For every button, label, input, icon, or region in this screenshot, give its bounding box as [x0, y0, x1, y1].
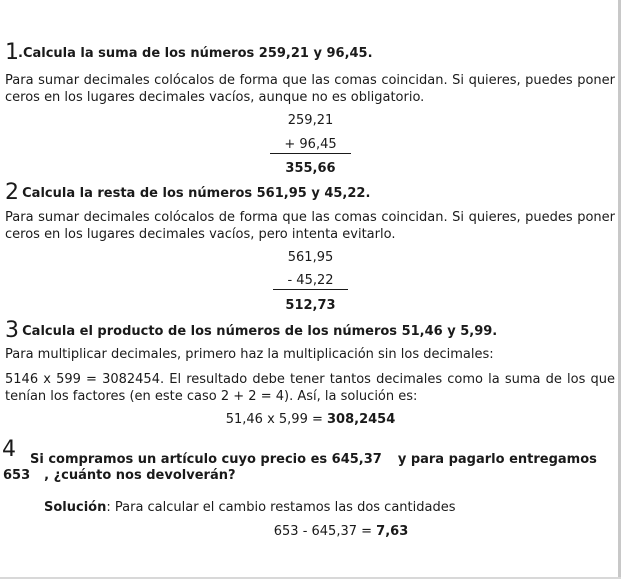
question-4-heading: [2, 437, 15, 462]
question-4-number: 4: [2, 437, 15, 462]
question-4-title-question: , ¿cuánto nos devolverán?: [44, 468, 236, 483]
q3-solution: [0, 412, 621, 427]
question-1-number: 1: [5, 40, 18, 65]
q4-solution-value: 7,63: [376, 524, 409, 539]
question-4-title-part-2: y para pagarlo entregamos: [397, 452, 597, 467]
question-3-explanation-1: Para multiplicar decimales, primero haz la multiplicación sin los decimales:: [5, 347, 494, 362]
question-4-title-line-2: [3, 468, 236, 483]
q4-solution-line: [44, 500, 456, 515]
question-3-number: 3: [5, 318, 18, 343]
q2-operand-2: [0, 273, 621, 290]
question-2-explanation: Para sumar decimales colócalos de forma que las comas coincidan. Si quieres, puedes poner ceros en los lugares decimales vacíos, pero intenta evitarlo.: [5, 210, 615, 242]
question-2-title: Calcula la resta de los números 561,95 y 45,22.: [22, 186, 371, 201]
question-3-title: Calcula el producto de los números de los números 51,46 y 5,99.: [22, 324, 498, 339]
q1-result: 355,66: [285, 161, 336, 176]
q3-solution-expression: 51,46 x 5,99 =: [225, 412, 327, 427]
q4-solution-expression: 653 - 645,37 =: [273, 524, 377, 539]
q1-operand-1: 259,21: [287, 113, 334, 128]
question-2-heading: [5, 180, 370, 205]
q4-solution: [0, 524, 621, 539]
q1-operand-2-text: + 96,45: [270, 137, 350, 154]
question-2-number: 2: [5, 180, 18, 205]
q1-operand-2: [0, 137, 621, 154]
question-3-explanation-2: 5146 x 599 = 3082454. El resultado debe tener tantos decimales como la suma de los que tenían los factores (en este caso 2 + 2 = 4). Así, la solución es:: [5, 372, 615, 404]
q4-solution-label: Solución: [44, 500, 107, 515]
question-1-explanation: Para sumar decimales colócalos de forma que las comas coincidan. Si quieres, puedes poner ceros en los lugares decimales vacíos, aunque no es obligatorio.: [5, 73, 615, 105]
question-4-title-part-1: Si compramos un artículo cuyo precio es 645,37: [30, 452, 382, 467]
q2-operand-1: 561,95: [287, 250, 334, 265]
question-4-title-amount: 653: [3, 468, 31, 483]
q2-operand-2-text: - 45,22: [273, 273, 347, 290]
q4-solution-text: : Para calcular el cambio restamos las dos cantidades: [106, 500, 456, 515]
question-1-heading: [5, 40, 373, 65]
question-1-title: .Calcula la suma de los números 259,21 y 96,45.: [18, 46, 373, 61]
q2-result: 512,73: [285, 298, 336, 313]
question-3-heading: [5, 318, 497, 343]
question-4-title-line-1: [30, 452, 597, 467]
q3-solution-value: 308,2454: [327, 412, 396, 427]
